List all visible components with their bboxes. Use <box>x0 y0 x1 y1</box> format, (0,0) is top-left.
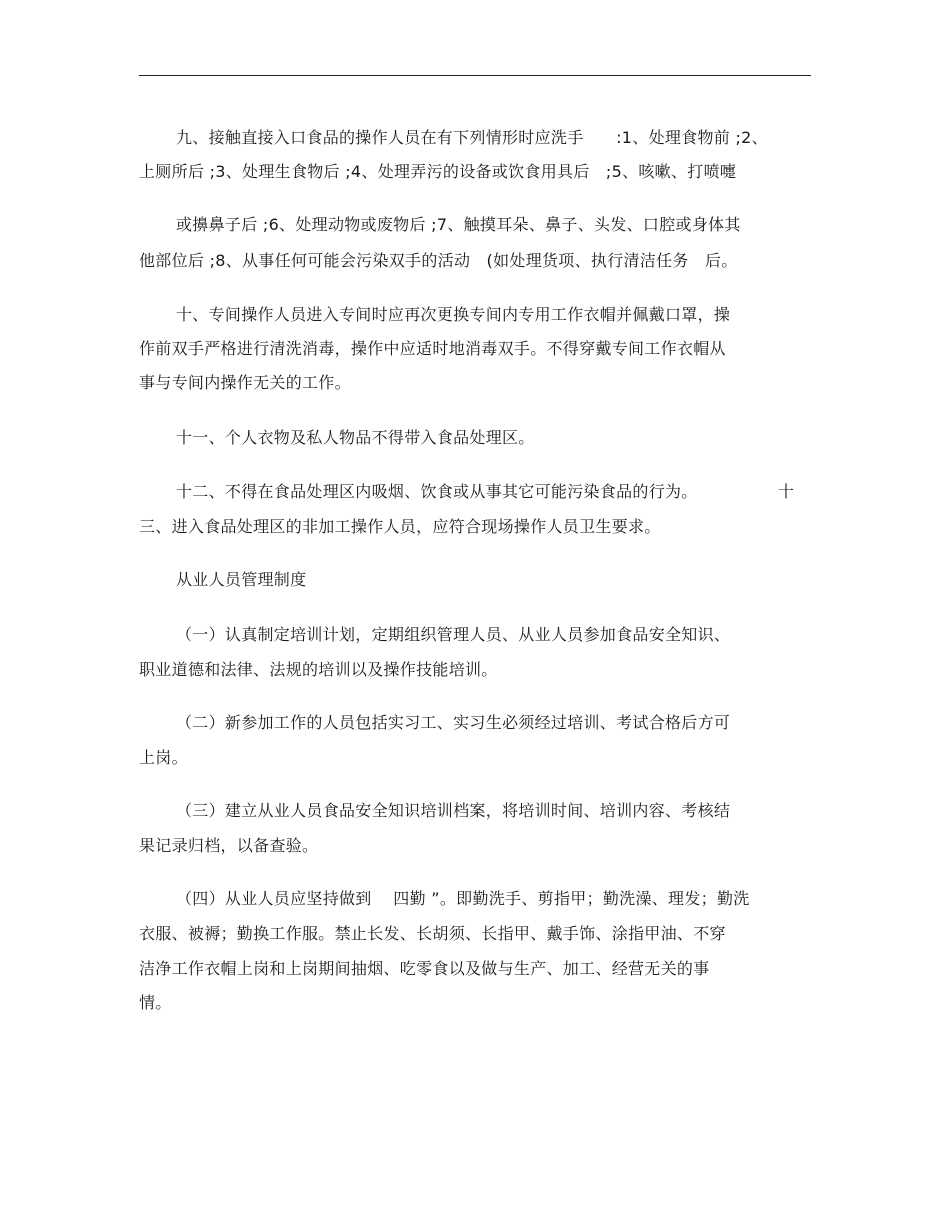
paragraph-line: （三）建立从业人员食品安全知识培训档案，将培训时间、培训内容、考核结 <box>176 801 731 820</box>
paragraph-line: 十二、不得在食品处理区内吸烟、饮食或从事其它可能污染食品的行为。 <box>176 482 698 501</box>
paragraph-line: 果记录归档，以备查验。 <box>139 836 319 855</box>
paragraph-line: 上厕所后 ;3、处理生食物后 ;4、处理弄污的设备或饮食用具后 ;5、咳嗽、打喷嚏 <box>139 162 737 181</box>
paragraph-line: 三、进入食品处理区的非加工操作人员，应符合现场操作人员卫生要求。 <box>139 517 661 536</box>
paragraph-line: （四）从业人员应坚持做到 四勤 ”。即勤洗手、剪指甲；勤洗澡、理发；勤洗 <box>176 889 750 908</box>
paragraph-line: 作前双手严格进行清洗消毒，操作中应适时地消毒双手。不得穿戴专间工作衣帽从 <box>139 339 726 358</box>
paragraph-line: （一）认真制定培训计划，定期组织管理人员、从业人员参加食品安全知识、 <box>176 625 731 644</box>
section-heading: 从业人员管理制度 <box>176 570 307 589</box>
paragraph-line: 十 <box>778 482 795 501</box>
paragraph-line: 十一、个人衣物及私人物品不得带入食品处理区。 <box>176 428 535 447</box>
paragraph-line: 十、专间操作人员进入专间时应再次更换专间内专用工作衣帽并佩戴口罩，操 <box>176 305 731 324</box>
paragraph-line: 洁净工作衣帽上岗和上岗期间抽烟、吃零食以及做与生产、加工、经营无关的事 <box>139 959 710 978</box>
paragraph-line: 上岗。 <box>139 748 188 767</box>
paragraph-line: 衣服、被褥；勤换工作服。禁止长发、长胡须、长指甲、戴手饰、涂指甲油、不穿 <box>139 924 726 943</box>
paragraph-line: 情。 <box>139 993 172 1012</box>
paragraph-line: 职业道德和法律、法规的培训以及操作技能培训。 <box>139 660 498 679</box>
paragraph-line: （二）新参加工作的人员包括实习工、实习生必须经过培训、考试合格后方可 <box>176 713 731 732</box>
paragraph-line: 或擤鼻子后 ;6、处理动物或废物后 ;7、触摸耳朵、鼻子、头发、口腔或身体其 <box>176 215 741 234</box>
paragraph-line: 九、接触直接入口食品的操作人员在有下列情形时应洗手 :1、处理食物前 ;2、 <box>176 128 768 147</box>
paragraph-line: 事与专间内操作无关的工作。 <box>139 373 351 392</box>
paragraph-line: 他部位后 ;8、从事任何可能会污染双手的活动 (如处理货项、执行清洁任务 后。 <box>139 251 738 270</box>
header-rule <box>139 75 811 76</box>
